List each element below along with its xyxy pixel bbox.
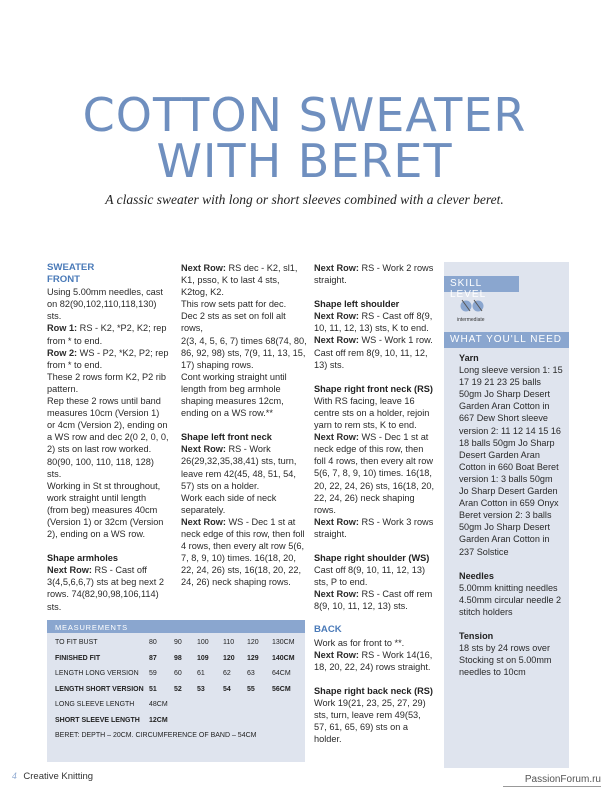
measurement-value: 48CM bbox=[149, 701, 168, 708]
page-number: 4 bbox=[12, 772, 17, 782]
rib-pattern-text: These 2 rows form K2, P2 rib pattern. bbox=[47, 371, 166, 394]
work-2-rows-instruction: Next Row: RS - Work 2 rows straight. bbox=[314, 263, 434, 286]
magazine-name: Creative Knitting bbox=[23, 771, 94, 782]
page-footer bbox=[12, 771, 93, 782]
measurement-value: 80 bbox=[149, 639, 157, 646]
shape-left-front-neck-heading: Shape left front neck bbox=[181, 432, 272, 443]
measurement-value: 120 bbox=[247, 639, 259, 646]
shape-right-shoulder-heading: Shape right shoulder (WS) bbox=[314, 552, 430, 563]
cast-on-text: Using 5.00mm needles, cast on 82(90,102,110,118,130) sts. bbox=[47, 287, 163, 322]
tension-heading: Tension bbox=[459, 630, 494, 641]
yarn-text: Long sleeve version 1: 15 17 19 21 23 25 balls 50gm Jo Sharp Desert Garden Aran Cotton in 667 Dew Short sleeve version 2: 11 12 14 15 16 18 balls 50gm Jo Sharp Desert Garden Aran Cotton in 660 Boat Beret version 1: 3 balls 50gm Jo Sharp Desert Garden Aran Cotton in 659 Onyx Beret version 2: 3 balls 50gm Jo Sharp Desert Garden Aran Cotton in 237 Solstice bbox=[459, 365, 563, 557]
measurement-value: 62 bbox=[223, 670, 231, 677]
yarn-balls-icon bbox=[458, 298, 488, 312]
measurement-value: 109 bbox=[197, 654, 209, 662]
measurement-value: 98 bbox=[174, 654, 182, 662]
column-3 bbox=[314, 262, 436, 745]
skill-level-caption: intermediate bbox=[457, 317, 485, 323]
measurement-value: 87 bbox=[149, 654, 157, 662]
section-front-heading: FRONT bbox=[47, 274, 81, 286]
right-shoulder-text: Cast off 8(9, 10, 11, 12, 13) sts, P to end. bbox=[314, 565, 425, 588]
measurement-value: 100 bbox=[197, 639, 209, 646]
measurement-value: 64CM bbox=[272, 670, 291, 677]
measurement-row-label: TO FIT BUST bbox=[55, 639, 98, 646]
dec-row-instruction: Next Row: RS dec - K2, sl1, K1, psso, K to last 4 sts, K2tog, K2. bbox=[181, 263, 298, 298]
left-shoulder-row-1: Next Row: RS - Cast off 8(9, 10, 11, 12, 13) sts, K to end. bbox=[314, 311, 433, 334]
repeat-text: Rep these 2 rows until band measures 10cm (Version 1) or 4cm (Version 2), ending on a WS row and dec 2(0 2, 0, 0, 2) sts on last row worked. 80(90, 100, 110, 118, 128) sts. bbox=[47, 396, 169, 479]
needles-text: 5.00mm knitting needles 4.50mm circular needle 2 stitch holders bbox=[459, 582, 562, 617]
left-shoulder-row-2: Next Row: WS - Work 1 row. Cast off rem 8(9, 10, 11, 12, 13) sts. bbox=[314, 335, 433, 370]
measurement-value: 140CM bbox=[272, 654, 295, 662]
measurement-value: 53 bbox=[197, 685, 205, 693]
measurement-value: 60 bbox=[174, 670, 182, 677]
dec-text: Dec 2 sts as set on foll alt rows, bbox=[181, 311, 286, 334]
measurement-value: 56CM bbox=[272, 685, 291, 693]
column-1 bbox=[47, 262, 169, 613]
cont-text: Cont working straight until length from beg armhole shaping measures 12cm, ending on a WS row.** bbox=[181, 371, 287, 419]
measurement-value: 110 bbox=[223, 639, 235, 646]
times-text: 2(3, 4, 5, 6, 7) times 68(74, 80, 86, 92, 98) sts, 7(9, 11, 13, 15, 17) shaping rows. bbox=[181, 335, 307, 370]
measurement-value: 129 bbox=[247, 654, 259, 662]
shape-armholes-heading: Shape armholes bbox=[47, 553, 118, 564]
shape-left-shoulder-heading: Shape left shoulder bbox=[314, 299, 400, 310]
measurement-value: 59 bbox=[149, 670, 157, 677]
right-shoulder-row-1: Next Row: RS - Cast off rem 8(9, 10, 11, 12, 13) sts. bbox=[314, 589, 433, 612]
measurement-row-label: FINISHED FIT bbox=[55, 654, 101, 662]
work-straight-text: Working in St st throughout, work straight until length (from beg) measures 40cm (Version 1) or 32cm (Version 2), ending on a WS row. bbox=[47, 480, 164, 540]
measurement-value: 61 bbox=[197, 670, 205, 677]
what-you-need-heading: WHAT YOU'LL NEED bbox=[444, 332, 569, 348]
skill-level-heading: SKILL LEVEL bbox=[444, 276, 519, 292]
right-neck-row-1: Next Row: WS - Dec 1 st at neck edge of this row, then foll 4 rows, then every alt row 5(6, 7, 8, 9, 10) times. 16(18, 20, 22, 24, 26) sts, 16(18, 20, 22, 24, 26) neck shaping rows. bbox=[314, 432, 435, 515]
measurement-row-label: SHORT SLEEVE LENGTH bbox=[55, 716, 140, 724]
measurement-row-label: LENGTH SHORT VERSION bbox=[55, 685, 144, 693]
shape-right-back-neck-heading: Shape right back neck (RS) bbox=[314, 685, 433, 696]
subtitle: A classic sweater with long or short sleeves combined with a clever beret. bbox=[105, 192, 504, 207]
watermark-underline bbox=[503, 786, 601, 787]
measurement-value: 90 bbox=[174, 639, 182, 646]
right-neck-row-2: Next Row: RS - Work 3 rows straight. bbox=[314, 516, 434, 539]
measurement-value: 63 bbox=[247, 670, 255, 677]
measurement-value: 51 bbox=[149, 685, 157, 693]
measurement-value: 12CM bbox=[149, 716, 168, 724]
needles-heading: Needles bbox=[459, 570, 494, 581]
materials-list bbox=[459, 352, 563, 678]
page-title-line-1: COTTON SWEATER bbox=[82, 88, 527, 142]
page-title-line-2: WITH BERET bbox=[156, 134, 453, 188]
beret-measurement: BERET: DEPTH – 20CM. CIRCUMFERENCE OF BAND – 54CM bbox=[55, 732, 257, 739]
measurement-value: 52 bbox=[174, 685, 182, 693]
each-side-text: Work each side of neck separately. bbox=[181, 492, 277, 515]
measurement-value: 54 bbox=[223, 685, 231, 693]
back-text: Work as for front to **. bbox=[314, 637, 405, 648]
column-2 bbox=[181, 262, 307, 588]
left-neck-row-1: Next Row: RS - Work 26(29,32,35,38,41) sts, turn, leave rem 42(45, 48, 51, 54, 57) sts on a holder. bbox=[181, 444, 297, 491]
tension-text: 18 sts by 24 rows over Stocking st on 5.00mm needles to 10cm bbox=[459, 643, 552, 678]
measurements-heading: MEASUREMENTS bbox=[47, 620, 305, 633]
shape-right-front-neck-heading: Shape right front neck (RS) bbox=[314, 383, 433, 394]
left-neck-row-2: Next Row: WS - Dec 1 st at neck edge of this row, then foll 4 rows, then every alt row 5(6, 7, 8, 9, 10) times. 16(18, 20, 22, 24, 26) sts, 16(18, 20, 22, 24, 26) neck shaping rows. bbox=[181, 516, 305, 588]
measurements-table bbox=[47, 620, 305, 762]
watermark: PassionForum.ru bbox=[524, 774, 601, 785]
measurement-value: 55 bbox=[247, 685, 255, 693]
row-2-instruction: Row 2: WS - P2, *K2, P2; rep from * to end. bbox=[47, 347, 169, 370]
measurement-value: 130CM bbox=[272, 639, 295, 646]
back-row-1: Next Row: RS - Work 14(16, 18, 20, 22, 24) rows straight. bbox=[314, 649, 433, 672]
measurement-row-label: LONG SLEEVE LENGTH bbox=[55, 701, 135, 708]
armholes-instruction: Next Row: RS - Cast off 3(4,5,6,6,7) sts at beg next 2 rows. 74(82,90,98,106,114) sts. bbox=[47, 565, 164, 612]
measurement-row-label: LENGTH LONG VERSION bbox=[55, 670, 139, 677]
right-back-neck-text: Work 19(21, 23, 25, 27, 29) sts, turn, leave rem 49(53, 57, 61, 65, 69) sts on a holder. bbox=[314, 697, 426, 745]
measurement-value: 120 bbox=[223, 654, 235, 662]
row-1-instruction: Row 1: RS - K2, *P2, K2; rep from * to end. bbox=[47, 323, 167, 346]
section-sweater-heading: SWEATER bbox=[47, 262, 95, 273]
right-neck-text: With RS facing, leave 16 centre sts on a holder, rejoin yarn to rem sts, K to end. bbox=[314, 395, 430, 431]
yarn-heading: Yarn bbox=[459, 353, 479, 363]
section-back-heading: BACK bbox=[314, 624, 342, 636]
patt-text: This row sets patt for dec. bbox=[181, 299, 287, 310]
